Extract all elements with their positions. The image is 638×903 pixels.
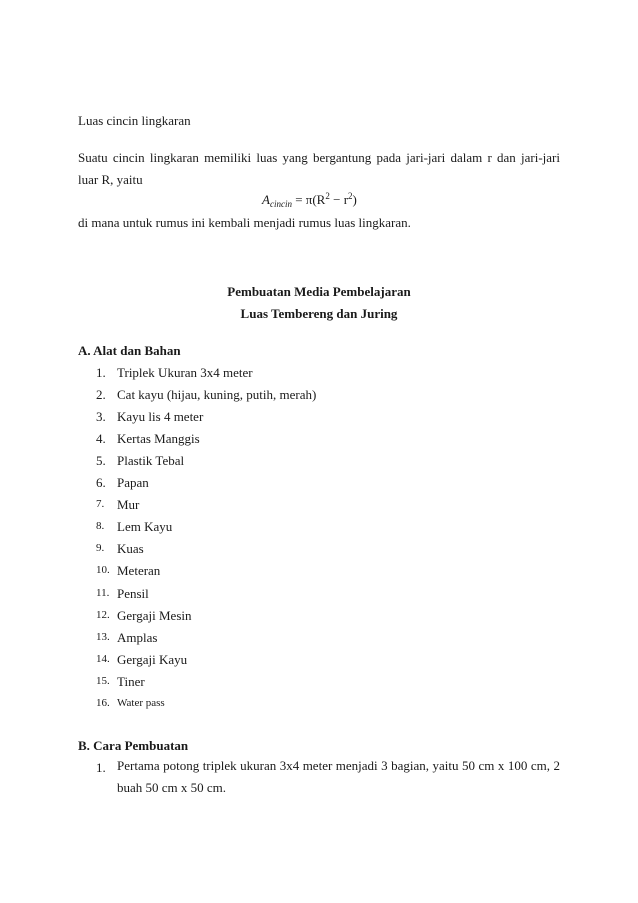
intro-line-3: di mana untuk rumus ini kembali menjadi rumus luas lingkaran. — [78, 215, 411, 230]
list-item-number: 3. — [96, 409, 106, 424]
list-item-number: 6. — [96, 475, 106, 490]
list-item-number: 9. — [96, 542, 105, 554]
list-item-number: 5. — [96, 453, 106, 468]
formula-mid: − r — [329, 192, 349, 207]
list-item-text: Plastik Tebal — [117, 453, 185, 468]
list-item-text: Kuas — [117, 541, 144, 556]
intro-heading: Luas cincin lingkaran — [78, 113, 191, 128]
section-b-heading: B. Cara Pembuatan — [78, 738, 189, 753]
formula-sup-1: 2 — [325, 191, 330, 201]
list-item-text: Cat kayu (hijau, kuning, putih, merah) — [117, 387, 317, 402]
list-item-text: Kertas Manggis — [117, 431, 200, 446]
list-item-text: Gergaji Kayu — [117, 652, 188, 667]
list-item-number: 4. — [96, 431, 106, 446]
list-item-number: 7. — [96, 498, 105, 510]
list-item-number: 13. — [96, 631, 110, 643]
list-item-number: 8. — [96, 520, 105, 532]
list-item-text: Gergaji Mesin — [117, 608, 192, 623]
list-item-number: 1. — [96, 365, 106, 380]
list-item-number: 12. — [96, 609, 110, 621]
list-item-text: Meteran — [117, 563, 161, 578]
list-item-number: 16. — [96, 697, 110, 709]
section-a-heading: A. Alat dan Bahan — [78, 343, 181, 358]
list-item-text: Kayu lis 4 meter — [117, 409, 204, 424]
list-item-text: Mur — [117, 497, 140, 512]
list-item-text: Water pass — [117, 697, 165, 709]
list-item-text: Tiner — [117, 674, 145, 689]
formula-lhs: A — [262, 192, 270, 207]
ring-area-formula — [262, 191, 357, 209]
intro-line-1: Suatu cincin lingkaran memiliki luas yang bergantung pada jari-jari dalam r dan jari-jari — [78, 150, 560, 165]
intro-line-2: luar R, yaitu — [78, 172, 143, 187]
list-item-number: 15. — [96, 675, 110, 687]
list-item-number: 10. — [96, 564, 110, 576]
list-item-text: Pensil — [117, 586, 149, 601]
list-item-text: Papan — [117, 475, 149, 490]
formula-end: ) — [352, 192, 357, 207]
list-item-number: 2. — [96, 387, 106, 402]
title-line-2: Luas Tembereng dan Juring — [240, 306, 398, 321]
step-text: Pertama potong triplek ukuran 3x4 meter menjadi 3 bagian, yaitu 50 cm x 100 cm, 2 buah 50 cm x 50 cm. — [117, 758, 560, 795]
list-item-text: Triplek Ukuran 3x4 meter — [117, 365, 253, 380]
list-item-number: 11. — [96, 587, 110, 599]
formula-subscript: cincin — [269, 199, 292, 209]
title-line-1: Pembuatan Media Pembelajaran — [227, 284, 411, 299]
list-item-number: 14. — [96, 653, 110, 665]
formula-eq: = π(R — [291, 192, 326, 207]
step-number: 1. — [96, 760, 106, 775]
list-item-text: Amplas — [117, 630, 158, 645]
list-item-text: Lem Kayu — [117, 519, 173, 534]
formula-sup-2: 2 — [348, 191, 353, 201]
